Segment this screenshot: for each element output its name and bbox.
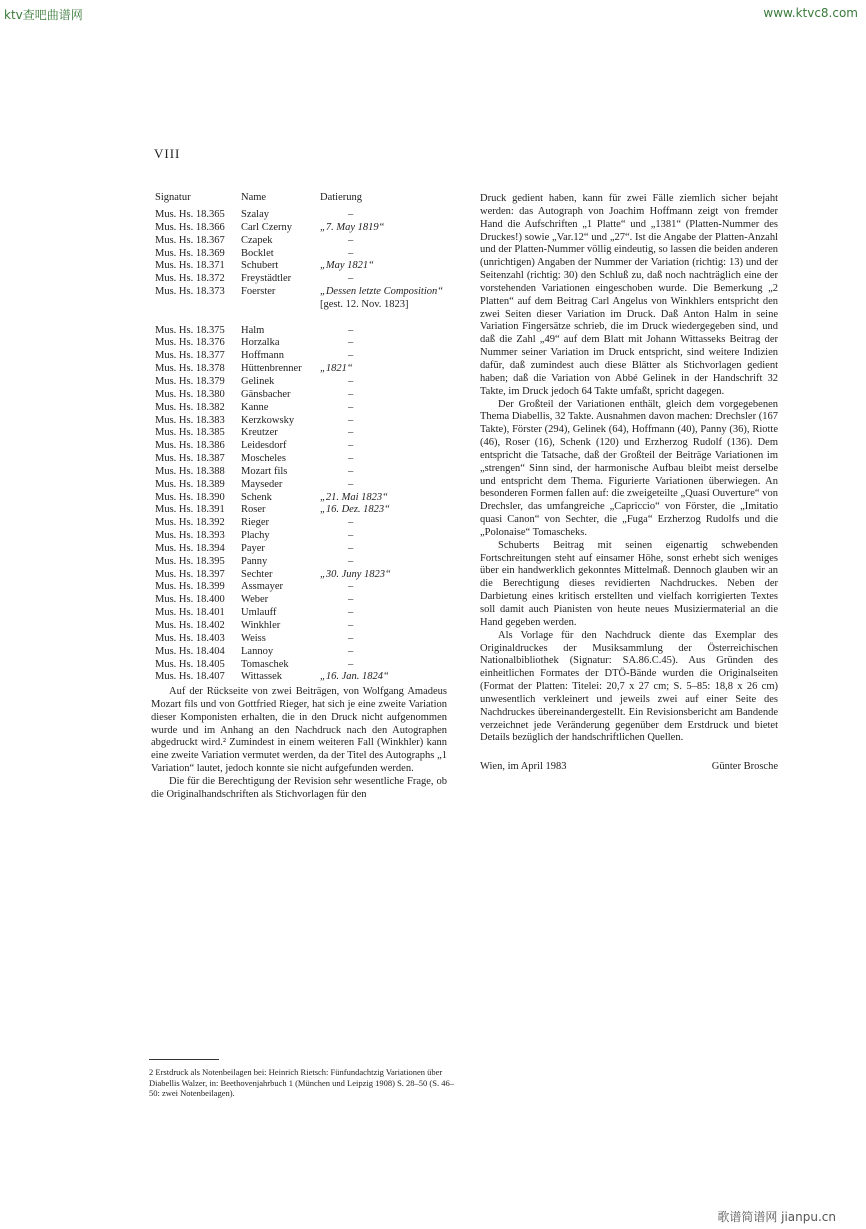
paragraph: Schuberts Beitrag mit seinen eigenartig schwebenden Fortschreitungen steht auf einsamer Höhe, sonst erhebt sich weniges über ein handwerklich gekonntes Mittelmaß. Dennoch glauben wir an die Berechtigung dieses revidierten Nachdruckes. Neben der Darbietung eines kritisch erstellten und vielfach korrigierten Textes soll damit auch Pianisten von heute neues Musiziermaterial an die Hand gegeben werden.: [480, 539, 778, 628]
signature-line: [480, 761, 778, 774]
cell-datierung: –: [348, 581, 354, 593]
table-row: [155, 569, 465, 582]
cell-signatur: Mus. Hs. 18.373: [155, 286, 225, 298]
cell-signatur: Mus. Hs. 18.380: [155, 388, 225, 400]
table-row: [155, 222, 465, 235]
cell-datierung: –: [348, 440, 354, 452]
paragraph: Druck gedient haben, kann für zwei Fälle ziemlich sicher bejaht werden: das Autograph von Joachim Hoffmann zeigt von fremder Hand die Aufschriften „1 Platte“ und „1381“ (Platten-Nummer des Druckes!) sowie „Var.12“ und „27“. Ist die Angabe der Platten-Anzahl und der Platten-Nummer völlig eindeutig, so lassen die beiden anderen (unrichtigen) Angaben der Nummer der Variation (richtig: 13) und der Seitenzahl (richtig: 30) den Schluß zu, daß noch nachträglich eine der vorstehenden Variationen eingeschoben wurde. Die Bemerkung „2 Platten“ auf dem Beitrag Carl Angelus von Winkhlers entspricht den zwei Seiten dieser Variation im Druck. Daß Anton Halm in seine Variation Fingersätze schrieb, die im Druck wiedergegeben sind, und daß die Zahl „49“ auf dem Blatt mit Johann Wittasseks Beitrag der Nummer seiner Variation im Druck entspricht, sind weitere Indizien dafür, daß zumindest auch diese Blätter als Stichvorlagen gedient haben; daß die Variation von Abbé Gelinek in der Handschrift 32 Takte, im Druck jedoch 64 Takte umfaßt, spricht dagegen.: [480, 193, 779, 397]
cell-signatur: Mus. Hs. 18.385: [155, 427, 225, 439]
watermark-right: www.ktvc8.com: [763, 6, 858, 20]
table-row: [155, 427, 465, 440]
cell-name: Sechter: [241, 568, 273, 580]
cell-datierung: –: [348, 478, 354, 490]
cell-signatur: Mus. Hs. 18.382: [155, 401, 225, 413]
cell-signatur: Mus. Hs. 18.395: [155, 555, 225, 567]
cell-datierung: „16. Dez. 1823“: [320, 504, 391, 516]
cell-signatur: Mus. Hs. 18.394: [155, 542, 225, 554]
table-row: [155, 363, 465, 376]
cell-signatur: Mus. Hs. 18.369: [155, 247, 225, 259]
cell-datierung: –: [348, 273, 354, 285]
cell-signatur: Mus. Hs. 18.388: [155, 465, 225, 477]
cell-name: Payer: [241, 542, 265, 554]
cell-signatur: Mus. Hs. 18.400: [155, 594, 225, 606]
cell-signatur: Mus. Hs. 18.403: [155, 632, 225, 644]
table-row: [155, 620, 465, 633]
cell-datierung: –: [348, 337, 354, 349]
cell-name: Kerzkowsky: [241, 414, 295, 426]
cell-name: Schenk: [241, 491, 272, 503]
cell-signatur: Mus. Hs. 18.402: [155, 620, 225, 631]
cell-datierung: –: [348, 555, 354, 567]
cell-name: Roser: [241, 504, 266, 516]
table-row: [155, 209, 465, 222]
cell-name: Weiss: [241, 632, 266, 644]
cell-datierung: –: [348, 247, 354, 259]
cell-name: Mayseder: [241, 478, 283, 490]
cell-datierung: –: [348, 607, 354, 619]
cell-datierung: –: [348, 530, 354, 542]
cell-datierung: –: [348, 658, 354, 670]
table-body: [155, 209, 465, 684]
cell-name: Plachy: [241, 530, 270, 542]
cell-signatur: Mus. Hs. 18.399: [155, 581, 225, 593]
cell-signatur: [155, 299, 241, 312]
cell-signatur: Mus. Hs. 18.386: [155, 440, 225, 452]
cell-datierung: „30. Juny 1823“: [320, 568, 391, 580]
cell-signatur: Mus. Hs. 18.377: [155, 350, 225, 362]
table-row: [155, 260, 465, 273]
table-row: [155, 479, 465, 492]
table-row: [155, 466, 465, 479]
cell-name: Lannoy: [241, 645, 274, 657]
cell-signatur: Mus. Hs. 18.378: [155, 363, 225, 375]
paragraph: Als Vorlage für den Nachdruck diente das Exemplar des Originaldruckes der Musiksammlung der Österreichischen Nationalbibliothek (Signatur: SA.86.C.45). Aus Gründen des einheitlichen Formates der DTÖ-Bände wurden die Originalseiten (Format der Platten: Titelei: 20,7 x 27 cm; S. 5–85: 18,8 x 26 cm) unwesentlich verkleinert und jeweils zwei auf einer Seite des Nachdruckes übereinandergestellt. Ein Revisionsbericht am Bandende verzeichnet jede Veränderung gegenüber dem Erstdruck und bietet Details bezüglich der handschriftlichen Quellen.: [480, 629, 778, 744]
cell-name: Kanne: [241, 401, 269, 413]
cell-name: Moscheles: [241, 453, 286, 465]
cell-name: Rieger: [241, 517, 269, 529]
watermark-left: ktv查吧曲谱网: [4, 8, 83, 22]
cell-signatur: Mus. Hs. 18.371: [155, 260, 225, 272]
table-row: [155, 273, 465, 286]
table-row: [155, 594, 465, 607]
cell-signatur: Mus. Hs. 18.387: [155, 453, 225, 465]
table-row: [155, 312, 465, 325]
table-row: [155, 671, 465, 684]
cell-name: Weber: [241, 594, 269, 606]
cell-datierung: –: [348, 427, 354, 439]
cell-datierung: „7. May 1819“: [320, 221, 385, 233]
table-row: [155, 415, 465, 428]
cell-datierung: [gest. 12. Nov. 1823]: [320, 298, 409, 310]
cell-name: Kreutzer: [241, 427, 278, 439]
signature-table: [155, 191, 465, 684]
cell-name: Freystädtler: [241, 273, 292, 285]
cell-signatur: Mus. Hs. 18.389: [155, 478, 225, 490]
table-row: [155, 633, 465, 646]
table-row: [155, 607, 465, 620]
author: Günter Brosche: [711, 761, 778, 773]
place-date: Wien, im April 1983: [480, 761, 567, 773]
cell-signatur: Mus. Hs. 18.365: [155, 209, 225, 220]
cell-name: Horzalka: [241, 337, 280, 349]
cell-signatur: Mus. Hs. 18.379: [155, 375, 225, 387]
cell-signatur: Mus. Hs. 18.397: [155, 568, 225, 580]
cell-name: Umlauff: [241, 607, 277, 619]
table-row: [155, 440, 465, 453]
paragraph: Auf der Rückseite von zwei Beiträgen, von Wolfgang Amadeus Mozart fils und von Gottfried Rieger, hat sich je eine zweite Variation dieser Komponisten erhalten, die in den Druck nicht aufgenommen wurde und im Anhang an den Nachdruck nach den Autographen abgedruckt wird.² Zumindest in einem weiteren Fall (Winkhler) kann eine zweite Variation vermutet werden, da der Titel des Autographs „1 Variation“ lautet, jedoch konnte sie nicht aufgefunden werden.: [151, 686, 447, 775]
cell-name: Assmayer: [241, 581, 283, 593]
cell-datierung: [320, 312, 465, 325]
cell-datierung: –: [348, 388, 354, 400]
cell-signatur: Mus. Hs. 18.383: [155, 414, 225, 426]
cell-name: Bocklet: [241, 247, 274, 259]
header-name: Name: [241, 192, 267, 203]
table-row: [155, 504, 465, 517]
table-row: [155, 543, 465, 556]
cell-signatur: Mus. Hs. 18.391: [155, 504, 225, 516]
table-row: [155, 530, 465, 543]
table-header: [155, 191, 465, 209]
cell-signatur: Mus. Hs. 18.392: [155, 517, 225, 529]
cell-name: Winkhler: [241, 620, 281, 631]
cell-signatur: Mus. Hs. 18.366: [155, 221, 225, 233]
cell-datierung: „Dessen letzte Composition“: [320, 286, 444, 298]
cell-signatur: Mus. Hs. 18.376: [155, 337, 225, 349]
table-row: [155, 556, 465, 569]
cell-signatur: Mus. Hs. 18.393: [155, 530, 225, 542]
table-row: [155, 286, 465, 299]
cell-name: Czapek: [241, 234, 273, 246]
cell-signatur: Mus. Hs. 18.405: [155, 658, 225, 670]
table-row: [155, 299, 465, 312]
cell-datierung: –: [348, 324, 354, 336]
cell-datierung: –: [348, 594, 354, 606]
cell-name: Panny: [241, 555, 268, 567]
table-row: [155, 337, 465, 350]
watermark-bottom: 歌谱简谱网 jianpu.cn: [717, 1210, 836, 1224]
cell-name: Hoffmann: [241, 350, 284, 362]
table-row: [155, 389, 465, 402]
cell-datierung: „May 1821“: [320, 260, 374, 272]
cell-name: Foerster: [241, 286, 276, 298]
page-number: VIII: [154, 146, 181, 161]
table-row: [155, 402, 465, 415]
cell-signatur: Mus. Hs. 18.401: [155, 607, 225, 619]
cell-datierung: –: [348, 645, 354, 657]
table-row: [155, 517, 465, 530]
cell-datierung: –: [348, 414, 354, 426]
cell-datierung: „21. Mai 1823“: [320, 491, 388, 503]
cell-name: Szalay: [241, 209, 269, 220]
cell-name: Schubert: [241, 260, 279, 272]
paragraph: Die für die Berechtigung der Revision sehr wesentliche Frage, ob die Originalhandschriften als Stichvorlagen für den: [151, 775, 447, 800]
cell-datierung: –: [348, 465, 354, 477]
cell-signatur: Mus. Hs. 18.390: [155, 491, 225, 503]
cell-name: Hüttenbrenner: [241, 363, 302, 375]
cell-signatur: Mus. Hs. 18.407: [155, 671, 225, 683]
cell-datierung: –: [348, 517, 354, 529]
cell-name: Gelinek: [241, 375, 275, 387]
footnote: 2 Erstdruck als Notenbeilagen bei: Heinrich Rietsch: Fünfundachtzig Variationen über Diabellis Walzer, in: Beethovenjahrbuch 1 (München und Leipzig 1908) S. 28–50 (S. 46–50: zwei Notenbeilagen).: [149, 1067, 454, 1099]
cell-datierung: „16. Jan. 1824“: [320, 671, 389, 683]
cell-datierung: –: [348, 375, 354, 387]
cell-datierung: –: [348, 632, 354, 644]
cell-signatur: Mus. Hs. 18.367: [155, 234, 225, 246]
cell-signatur: Mus. Hs. 18.404: [155, 645, 225, 657]
paragraph: Der Großteil der Variationen enthält, gleich dem vorgegebenen Thema Diabellis, 32 Takte. Ausnahmen davon machen: Drechsler (167 Takte), Förster (294), Gelinek (64), Hoffmann (40), Panny (36), Riotte (46), Roser (16), Schenk (120) und Erzherzog Rudolf (136). Dem entspricht die Tatsache, daß der Großteil der Beiträge Variationen im „strengen“ Sinn sind, der harmonische Aufbau bleibt meist derselbe und entspricht dem Thema. Figurierte Variationen überwiegen. An besonderen Formen fallen auf: die zweigeteilte „Quasi Ouverture“ von Drechsler, das umfangreiche „Capriccio“ von Förster, die „Imitatio quasi Canon“ von Sechter, die „Fuga“ Erzherzog Rudolfs und die „Polonaise“ Tomascheks.: [480, 398, 778, 538]
table-row: [155, 235, 465, 248]
table-row: [155, 376, 465, 389]
table-row: [155, 646, 465, 659]
cell-datierung: –: [348, 453, 354, 465]
cell-datierung: –: [348, 350, 354, 362]
cell-datierung: –: [348, 401, 354, 413]
table-row: [155, 492, 465, 505]
cell-signatur: Mus. Hs. 18.375: [155, 324, 225, 336]
cell-name: Wittassek: [241, 671, 282, 683]
table-row: [155, 453, 465, 466]
cell-signatur: Mus. Hs. 18.372: [155, 273, 225, 285]
right-column-text: [480, 193, 778, 774]
cell-name: Carl Czerny: [241, 221, 293, 233]
cell-datierung: –: [348, 234, 354, 246]
header-signatur: Signatur: [155, 192, 191, 203]
cell-name: Mozart fils: [241, 465, 288, 477]
table-row: [155, 659, 465, 672]
cell-datierung: –: [348, 542, 354, 554]
header-datierung: Datierung: [320, 192, 362, 203]
table-row: [155, 248, 465, 261]
cell-name: Halm: [241, 324, 265, 336]
cell-name: Gänsbacher: [241, 388, 291, 400]
cell-datierung: –: [348, 209, 354, 220]
left-column-text: [151, 686, 447, 802]
table-row: [155, 581, 465, 594]
cell-name: [241, 299, 320, 312]
table-row: [155, 350, 465, 363]
table-row: [155, 325, 465, 338]
cell-signatur: [155, 312, 241, 325]
cell-name: Leidesdorf: [241, 440, 287, 452]
cell-name: Tomaschek: [241, 658, 289, 670]
cell-datierung: –: [348, 620, 354, 631]
footnote-rule: [149, 1059, 219, 1060]
cell-name: [241, 312, 320, 325]
cell-datierung: „1821“: [320, 363, 353, 375]
